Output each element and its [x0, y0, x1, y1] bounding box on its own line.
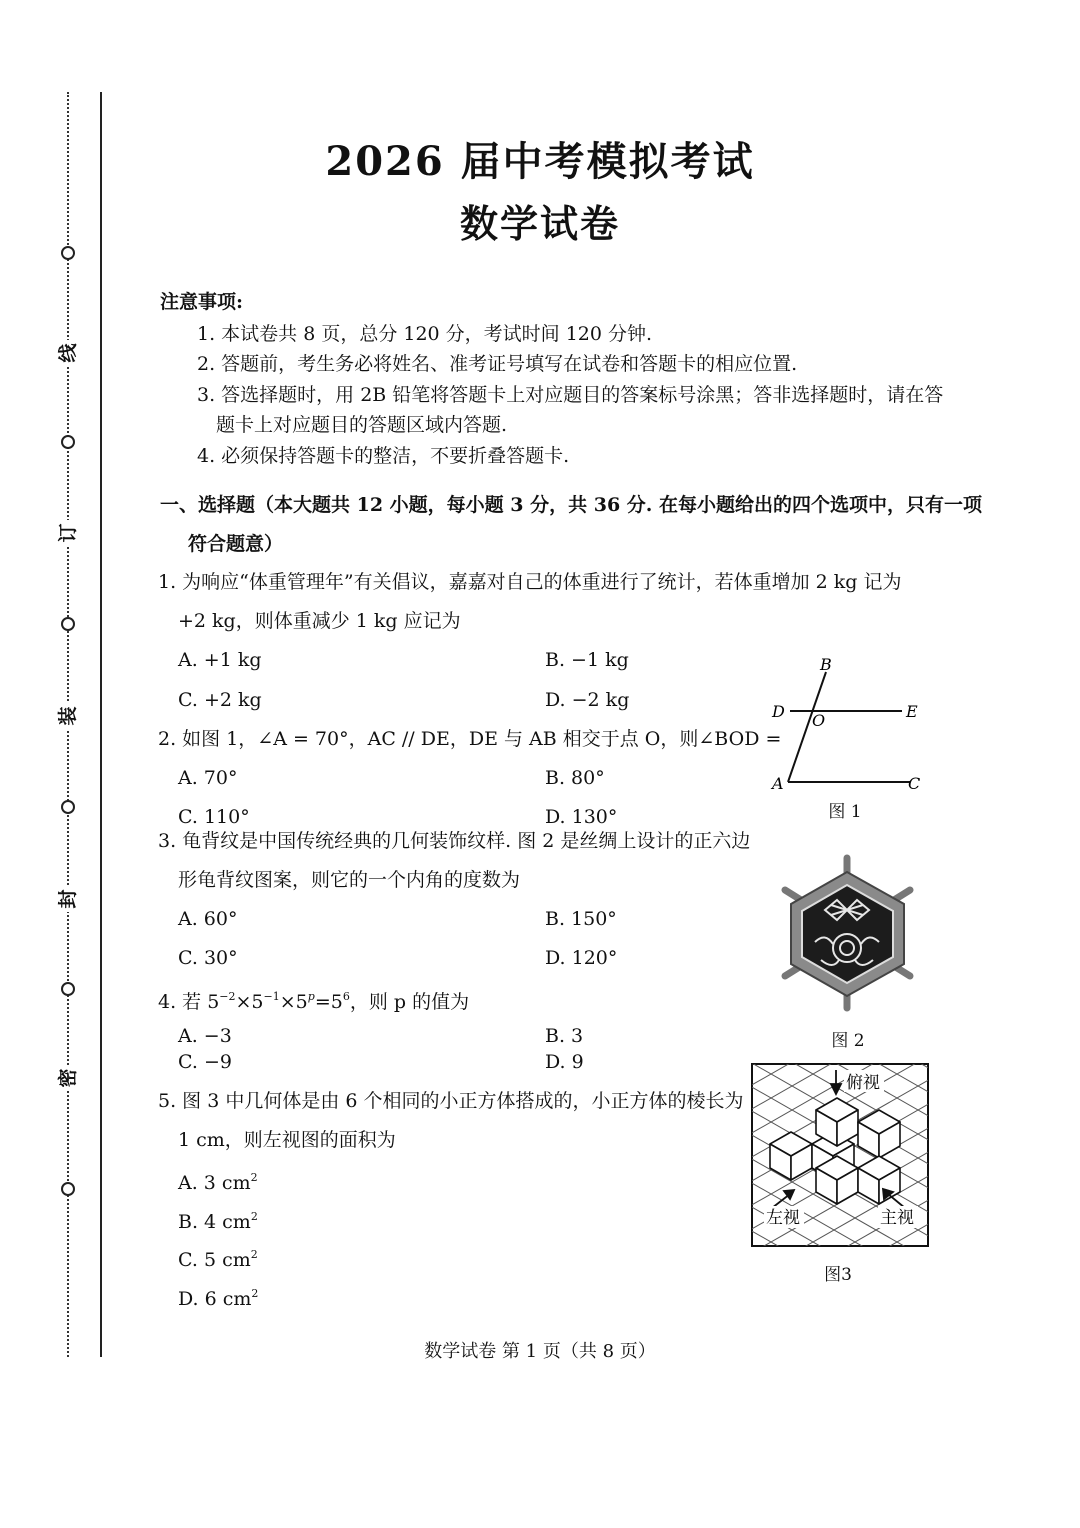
q4-exp-3: p — [307, 990, 315, 1003]
figure-2-hexagon-pattern — [775, 852, 920, 1014]
question-1-stem: 1. 为响应“体重管理年”有关倡议，嘉嘉对自己的体重进行了统计，若体重增加 2 kg 记为 — [158, 571, 902, 593]
question-5-stem-cont: 1 cm，则左视图的面积为 — [178, 1129, 396, 1151]
figure-3-cubes — [750, 1062, 930, 1248]
q4-exp-2: −1 — [263, 990, 280, 1003]
q1-option-b: B. −1 kg — [545, 649, 629, 671]
binding-hole — [61, 435, 75, 449]
q4-option-a: A. −3 — [178, 1025, 232, 1047]
left-view-label: 左视 — [766, 1208, 800, 1228]
notice-item: 1. 本试卷共 8 页，总分 120 分，考试时间 120 分钟. — [197, 323, 653, 345]
binding-hole — [61, 800, 75, 814]
q2-option-a: A. 70° — [178, 767, 238, 789]
binding-char-zhuang: 装 — [55, 703, 81, 729]
label-c: C — [908, 774, 921, 793]
q4-option-c: C. −9 — [178, 1051, 232, 1073]
binding-char-xian: 线 — [55, 340, 81, 366]
figure-1-caption: 图 1 — [828, 802, 862, 822]
label-e: E — [906, 702, 918, 721]
q5-option-c-text: C. 5 cm — [178, 1249, 251, 1271]
q4-exp-1: −2 — [219, 990, 236, 1003]
binding-hole — [61, 246, 75, 260]
label-a: A — [772, 774, 784, 793]
top-view-label: 俯视 — [846, 1073, 880, 1093]
exam-title: 2026 届中考模拟考试 — [325, 138, 755, 185]
q4-option-d: D. 9 — [545, 1051, 584, 1073]
q5-option-b-exp: 2 — [250, 1210, 258, 1223]
q1-option-a: A. +1 kg — [178, 649, 262, 671]
binding-hole — [61, 1182, 75, 1196]
q5-option-c-exp: 2 — [250, 1248, 258, 1261]
q5-option-a — [178, 1166, 258, 1195]
label-o: O — [812, 711, 826, 730]
q5-option-d-exp: 2 — [251, 1287, 259, 1300]
q4-option-b: B. 3 — [545, 1025, 584, 1047]
q4-suffix: ，则 p 的值为 — [349, 991, 470, 1013]
figure-3-caption: 图3 — [824, 1265, 852, 1285]
q5-option-b-text: B. 4 cm — [178, 1211, 251, 1233]
q2-option-b: B. 80° — [545, 767, 605, 789]
question-3-stem-cont: 形龟背纹图案，则它的一个内角的度数为 — [178, 869, 521, 891]
q2-option-c: C. 110° — [178, 806, 250, 828]
exam-subtitle: 数学试卷 — [459, 201, 620, 246]
figure-1-diagram — [760, 650, 930, 800]
question-4-stem — [158, 985, 469, 1014]
q5-option-d-text: D. 6 cm — [178, 1288, 252, 1310]
q5-option-c — [178, 1243, 258, 1272]
q1-option-d: D. −2 kg — [545, 689, 630, 711]
binding-hole — [61, 982, 75, 996]
binding-char-mi: 密 — [55, 1065, 81, 1091]
label-b: B — [820, 655, 832, 674]
hex-spoke — [785, 890, 801, 900]
section-heading-continued: 符合题意） — [188, 533, 284, 555]
question-5-stem: 5. 图 3 中几何体是由 6 个相同的小正方体搭成的，小正方体的棱长为 — [158, 1090, 744, 1112]
q5-option-b — [178, 1205, 258, 1234]
q5-option-a-exp: 2 — [250, 1171, 258, 1184]
q4-mid-1: ×5 — [235, 991, 264, 1013]
figure-2-caption: 图 2 — [831, 1031, 865, 1051]
question-3-stem: 3. 龟背纹是中国传统经典的几何装饰纹样. 图 2 是丝绸上设计的正六边 — [158, 830, 751, 852]
question-2-stem: 2. 如图 1，∠A = 70°，AC // DE，DE 与 AB 相交于点 O，则∠BOD = — [158, 728, 782, 750]
q4-mid-3: =5 — [314, 991, 343, 1013]
section-heading: 一、选择题（本大题共 12 小题，每小题 3 分，共 36 分. 在每小题给出的四个选项中，只有一项 — [160, 494, 983, 516]
notice-item: 2. 答题前，考生务必将姓名、准考证号填写在试卷和答题卡的相应位置. — [197, 353, 798, 375]
q1-option-c: C. +2 kg — [178, 689, 262, 711]
page-footer: 数学试卷 第 1 页（共 8 页） — [424, 1341, 656, 1362]
q4-mid-2: ×5 — [279, 991, 308, 1013]
q5-option-a-text: A. 3 cm — [178, 1172, 251, 1194]
q3-option-a: A. 60° — [178, 908, 238, 930]
q3-option-d: D. 120° — [545, 947, 618, 969]
binding-char-ding: 订 — [55, 520, 81, 546]
q4-exp-4: 6 — [342, 990, 350, 1003]
hex-spoke — [894, 890, 910, 900]
q5-option-d — [178, 1282, 258, 1311]
notice-item-continued: 题卡上对应题目的答题区域内答题. — [216, 414, 508, 436]
q2-option-d: D. 130° — [545, 806, 618, 828]
notice-heading: 注意事项: — [160, 291, 244, 313]
binding-hole — [61, 617, 75, 631]
notice-item: 3. 答选择题时，用 2B 铅笔将答题卡上对应题目的答案标号涂黑；答非选择题时，请在答 — [197, 384, 944, 406]
q3-option-c: C. 30° — [178, 947, 238, 969]
q4-prefix: 4. 若 5 — [158, 991, 220, 1013]
binding-solid-line — [100, 92, 102, 1357]
q3-option-b: B. 150° — [545, 908, 617, 930]
label-d: D — [772, 702, 785, 721]
notice-item: 4. 必须保持答题卡的整洁，不要折叠答题卡. — [197, 445, 570, 467]
question-1-stem-cont: +2 kg，则体重减少 1 kg 应记为 — [178, 610, 461, 632]
binding-char-feng: 封 — [55, 886, 81, 912]
front-view-label: 主视 — [880, 1208, 914, 1228]
